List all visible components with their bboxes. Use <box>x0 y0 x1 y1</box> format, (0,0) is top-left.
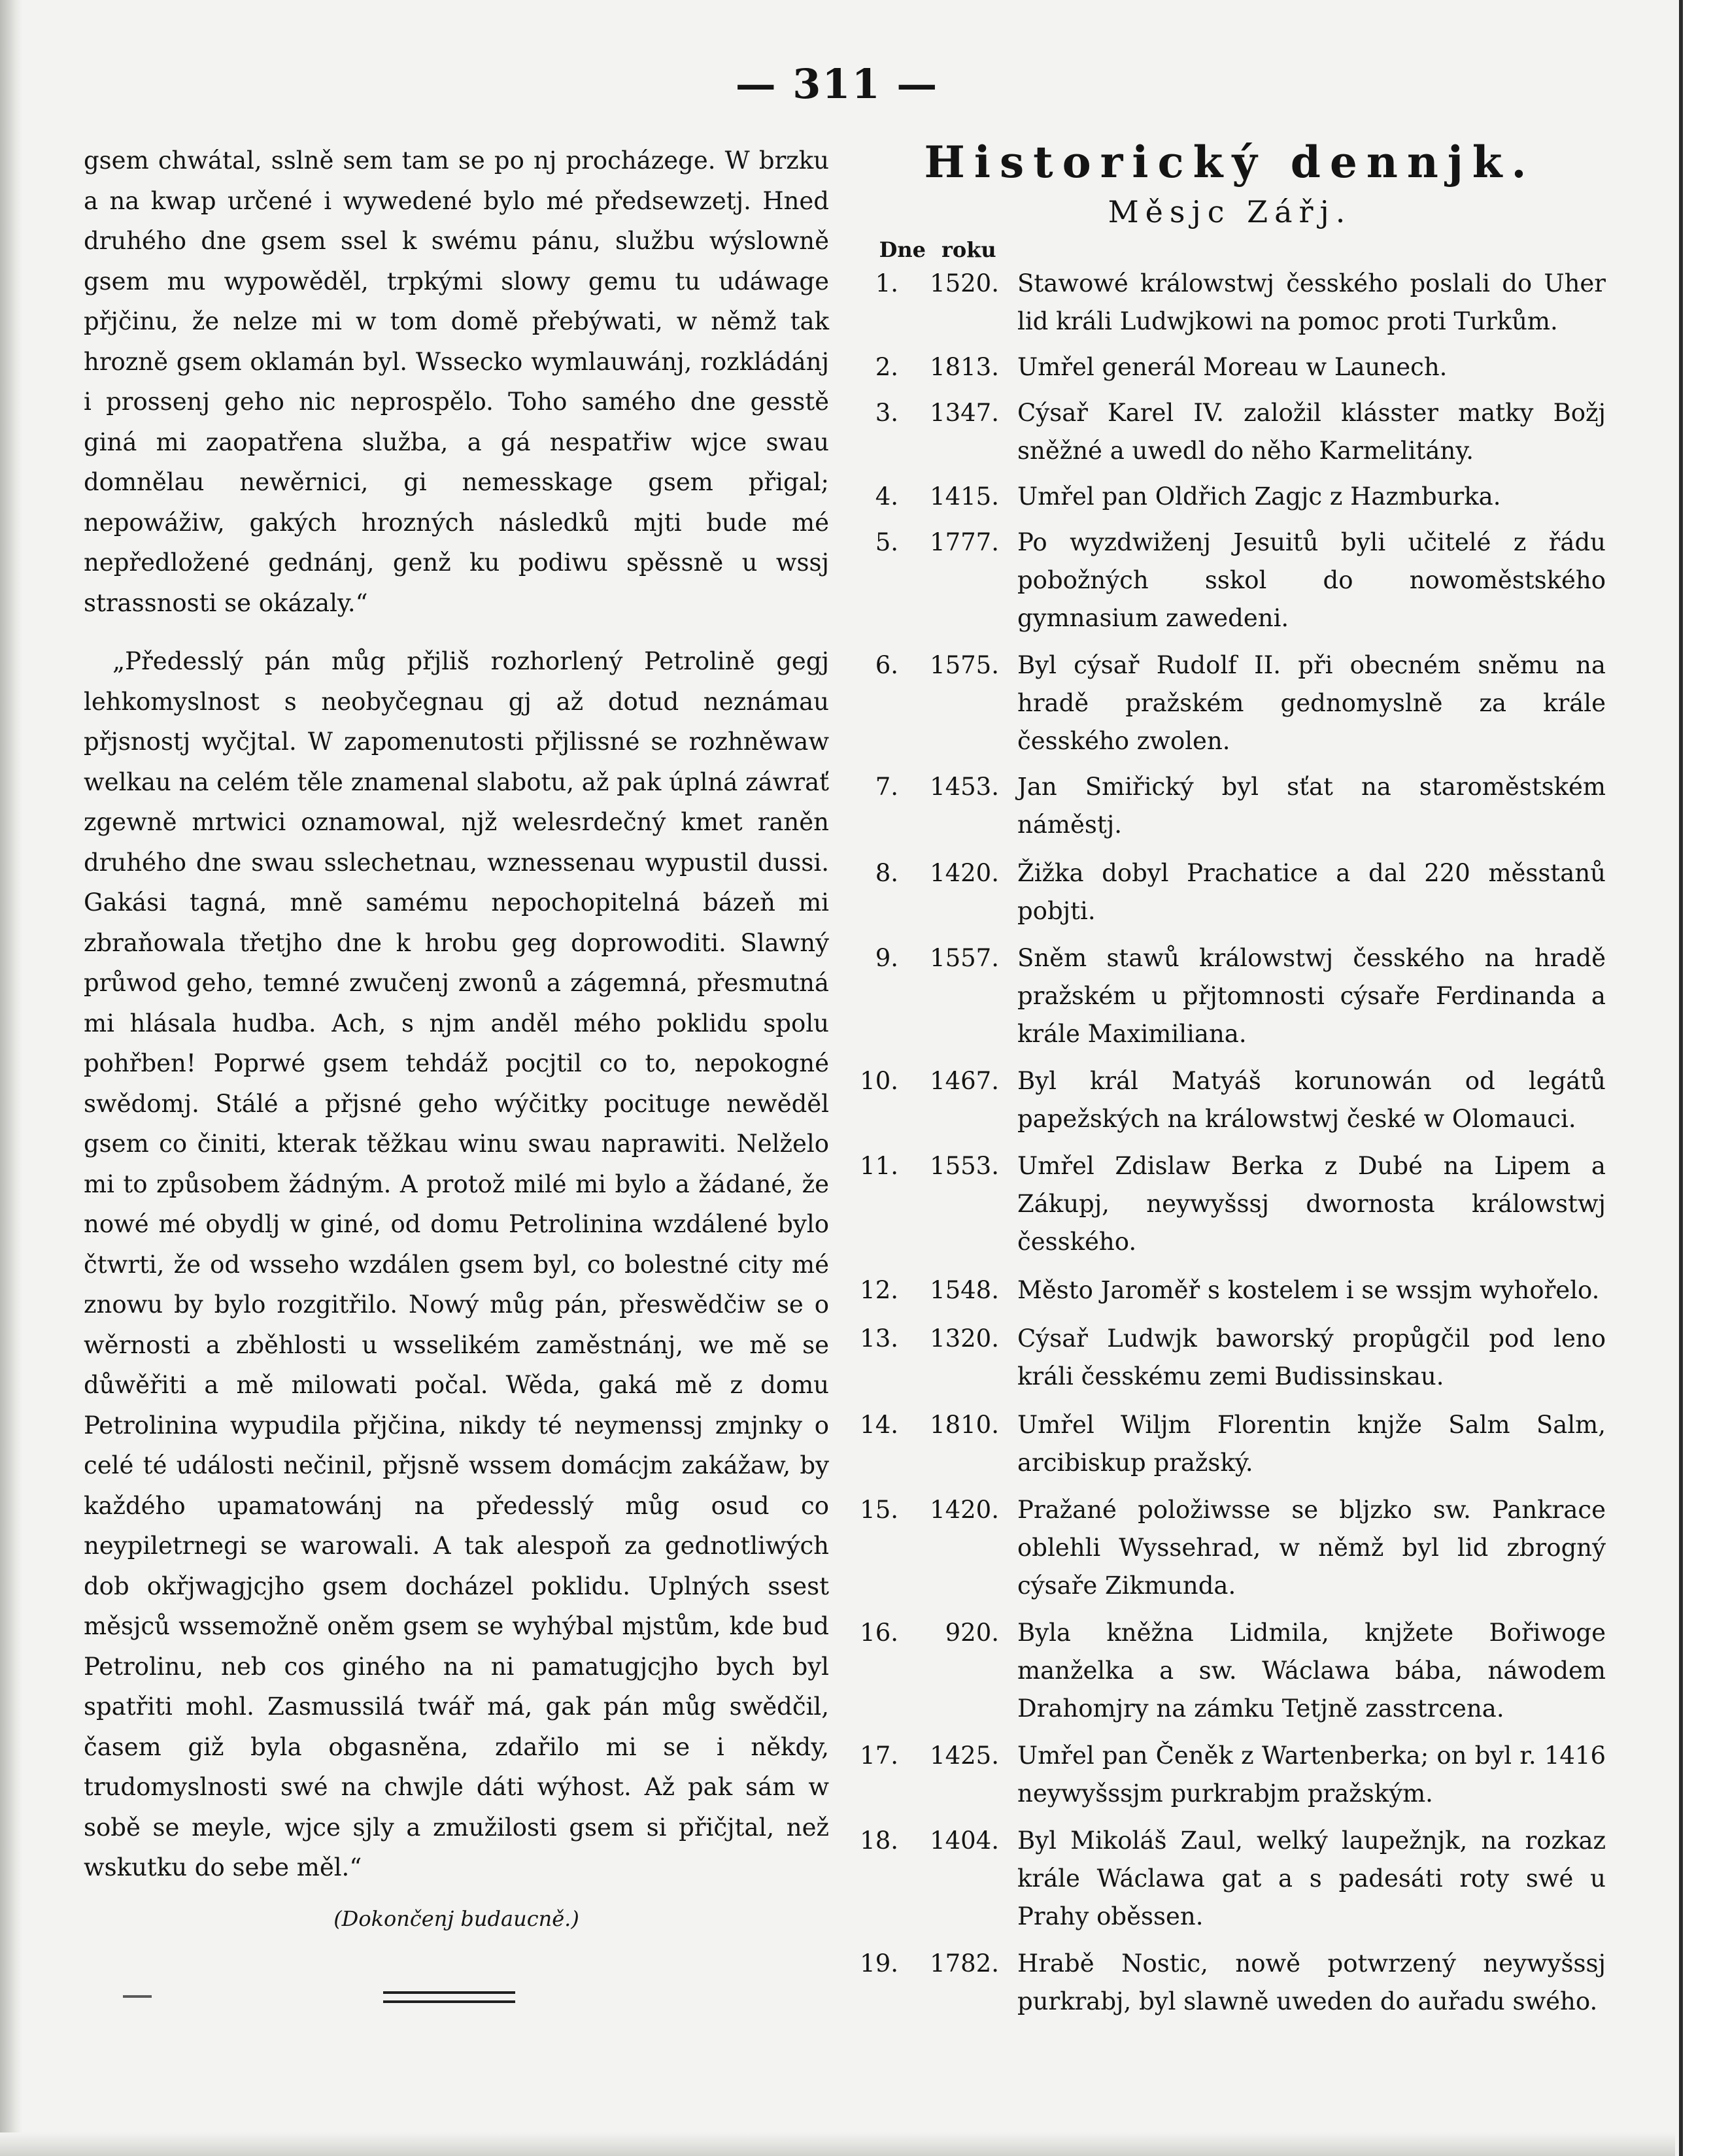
page-right-edge <box>1679 0 1713 2156</box>
entry-text: Žižka dobyl Prachatice a dal 220 měsstanů pobjti. <box>1017 859 1606 925</box>
entry-year: 1813. <box>930 353 999 381</box>
diary-entry <box>854 854 1606 930</box>
entry-text: Byl král Matyáš korunowán od legátů papežských na králowstwj české w Olomauci. <box>1017 1067 1606 1133</box>
entry-year: 1575. <box>930 651 999 679</box>
entry-day: 5. <box>875 528 898 556</box>
diary-entry <box>854 394 1606 470</box>
entry-year: 1415. <box>930 482 999 511</box>
diary-entry <box>854 1406 1606 1482</box>
entry-year: 1467. <box>930 1067 999 1095</box>
entry-year: 1553. <box>930 1152 999 1180</box>
entry-year: 1420. <box>930 1496 999 1524</box>
entry-year: 1425. <box>930 1742 999 1770</box>
entry-year: 1810. <box>930 1411 999 1439</box>
header-day: Dne <box>879 237 926 262</box>
diary-entry <box>854 1945 1606 2021</box>
entry-day: 17. <box>860 1742 898 1770</box>
section-subtitle: Měsjc Zářj. <box>1108 194 1352 229</box>
historical-diary-column <box>854 134 1606 2021</box>
entry-day: 3. <box>875 399 898 427</box>
entry-year: 1782. <box>930 1949 999 1978</box>
entry-text: Sněm stawů králowstwj česského na hradě pražském u přjtomnosti cýsaře Ferdinanda a krále Maximiliana. <box>1017 944 1606 1048</box>
entry-year: 1557. <box>930 944 999 972</box>
entry-year: 1520. <box>930 269 999 297</box>
diary-entry <box>854 478 1606 516</box>
diary-entry <box>854 348 1606 386</box>
diary-entry <box>854 647 1606 760</box>
entry-year: 1548. <box>930 1276 999 1304</box>
entry-text: Byla kněžna Lidmila, knjžete Bořiwoge manželka a sw. Wáclawa bába, náwodem Drahomjry na zámku Tetjně zasstrcena. <box>1017 1619 1606 1723</box>
entry-text: Pražané položiwsse se blјzko sw. Pankrace oblehli Wyssehrad, w němž byl lid zbrogný cýsaře Zikmunda. <box>1017 1496 1606 1600</box>
entry-text: Umřel Zdislaw Berka z Dubé na Lipem a Zákupj, neywyšssj dwornosta králowstwj česského. <box>1017 1152 1606 1256</box>
entry-text: Jan Smiřický byl sťat na staroměstském náměstj. <box>1017 773 1606 839</box>
entry-day: 8. <box>875 859 898 887</box>
page-number: — 311 — <box>735 60 939 108</box>
entry-text: Umřel pan Oldřich Zagjc z Hazmburka. <box>1017 482 1501 511</box>
entry-year: 1404. <box>930 1827 999 1855</box>
entry-year: 1347. <box>930 399 999 427</box>
entry-text: Umřel generál Moreau w Launech. <box>1017 353 1448 381</box>
entry-day: 1. <box>875 269 898 297</box>
diary-entry <box>854 1822 1606 1936</box>
entry-year: 1420. <box>930 859 999 887</box>
entry-text: Cýsař Ludwjk baworský propůgčil pod leno králi česskému zemi Budissinskau. <box>1017 1324 1606 1390</box>
section-title: Historický dennjk. <box>924 137 1536 188</box>
entry-year: 920. <box>945 1619 999 1647</box>
entry-text: Byl Mikoláš Zaul, welký laupežnjk, na rozkaz krále Wáclawa gat a s padesáti roty swé u Prahy oběssen. <box>1017 1827 1606 1930</box>
entry-day: 14. <box>860 1411 898 1439</box>
entry-day: 7. <box>875 773 898 801</box>
page-bottom-shadow <box>0 2132 1675 2156</box>
entry-year: 1453. <box>930 773 999 801</box>
diary-entry <box>854 1147 1606 1261</box>
diary-entry <box>854 265 1606 341</box>
diary-entry <box>854 1062 1606 1138</box>
entry-day: 12. <box>860 1276 898 1304</box>
diary-header-row <box>854 235 1606 265</box>
entry-day: 13. <box>860 1324 898 1353</box>
entry-day: 19. <box>860 1949 898 1978</box>
entry-text: Umřel pan Čeněk z Wartenberka; on byl r. 1416 neywyšssjm purkrabjm pražským. <box>1017 1742 1606 1808</box>
diary-entry <box>854 1272 1606 1309</box>
entry-day: 6. <box>875 651 898 679</box>
diary-entries-list <box>854 265 1606 2021</box>
double-rule-divider <box>383 1991 515 2003</box>
diary-entry <box>854 1737 1606 1813</box>
paragraph-main: „Předesslý pán můg přjliš rozhorlený Petrolině gegj lehkomyslnost s neobyčegnau gj až dotud neznámau přjsnostj wyčjtal. W zapomenutosti přjlissné se rozhněwaw welkau na celém těle znamenal slabotu, až pak úplná záwrať zgewně mrtwici oznamowal, njž welesrdečný kmet raněn druhého dne swau sslechetnau, wznessenau wypustil dussi. Gakási tagná, mně samému nepochopitelná bázeň mi zbraňowala třetjho dne k hrobu geg doprowoditi. Slawný průwod geho, temné zwučenj zwonů a zágemná, přesmutná mi hlásala hudba. Ach, s njm anděl mého poklidu spolu pohřben! Poprwé gsem tehdáž pocjtil co to, nepokogné swědomj. Stálé a přjsné geho wýčitky pocituge newěděl gsem co činiti, kterak těžkau winu swau naprawiti. Nelželo mi to způsobem žádným. A protož milé mi bylo a žádané, že nowé mé obydlj w giné, od domu Petrolinina wzdálené bylo čtwrti, že od wsseho wzdálen gsem byl, co bolestné city mé znowu by bylo rozgitřilo. Nowý můg pán, přeswědčiw se o wěrnosti a zběhlosti u wsselikém zaměstnánj, we mě se důwěřiti a mě milowati počal. Wěda, gaká mě z domu Petrolinina wypudila přjčina, nikdy té neymenssj zmjnky o celé té události nečinil, přjsně wssem domácjm zakážaw, by každého upamatowánj na předesslý můg osud co neypiletrnegi se warowali. A tak alespoň za gednotliwých dob okřjwagjcjho gsem docházel poklidu. Uplných ssest měsjců wssemožně oněm gsem se wyhýbal mjstům, kde bud Petrolinu, neb cos giného na ni pamatugjcjho bych byl spatřiti mohl. Zasmussilá twář má, gak pán můg swědčil, časem giž byla obgasněna, zdařilo mi se i někdy, trudomyslnosti swé na chwjle dáti wýhost. Až pak sám w sobě se meyle, wjce sjly a zmužilosti gsem si přičjtal, než wskutku do sebe měl.“ <box>84 647 829 1881</box>
entry-text: Umřel Wiljm Florentin knjže Salm Salm, arcibiskup pražský. <box>1017 1411 1606 1477</box>
entry-day: 16. <box>860 1619 898 1647</box>
entry-text: Po wyzdwiženj Jesuitů byli učitelé z řádu pobožných sskol do nowoměstského gymnasium zawedeni. <box>1017 528 1606 632</box>
left-column-text <box>84 141 829 1931</box>
entry-text: Město Jaroměř s kostelem i se wssjm wyhořelo. <box>1017 1276 1600 1304</box>
page-left-edge-shadow <box>0 0 22 2156</box>
stray-ink-mark <box>123 1995 152 1998</box>
diary-entry <box>854 768 1606 844</box>
entry-day: 18. <box>860 1827 898 1855</box>
entry-text: Cýsař Karel IV. založil klásster matky Božj sněžné a uwedl do něho Karmelitány. <box>1017 399 1606 465</box>
to-be-continued-note: (Dokončenj budaucně.) <box>333 1906 579 1931</box>
entry-text: Byl cýsař Rudolf II. při obecném sněmu na hradě pražském gednomyslně za krále česského zwolen. <box>1017 651 1606 755</box>
entry-day: 9. <box>875 944 898 972</box>
entry-year: 1320. <box>930 1324 999 1353</box>
diary-entry <box>854 1614 1606 1728</box>
entry-day: 2. <box>875 353 898 381</box>
entry-text: Stawowé králowstwj česského poslali do Uher lid králi Ludwjkowi na pomoc proti Turkům. <box>1017 269 1606 335</box>
entry-year: 1777. <box>930 528 999 556</box>
entry-text: Hrabě Nostic, nowě potwrzený neywyšssj purkrabj, byl slawně uweden do auřadu swého. <box>1017 1949 1606 2015</box>
diary-entry <box>854 939 1606 1053</box>
diary-entry <box>854 524 1606 637</box>
diary-entry <box>854 1491 1606 1605</box>
entry-day: 4. <box>875 482 898 511</box>
entry-day: 10. <box>860 1067 898 1095</box>
paragraph-continuation: gsem chwátal, sslně sem tam se po nj procházege. W brzku a na kwap určené i wywedené bylo mé předsewzetj. Hned druhého dne gsem ssel k swému pánu, službu wýslowně gsem mu wypowěděl, trpkými slowy gemu tu udáwage přjčinu, že nelze mi w tom domě přebýwati, w němž tak hrozně gsem oklamán byl. Wssecko wymlauwánj, rozkládánj i prossenj geho nic neprospělo. Toho samého dne gesstě giná mi zaopatřena služba, a gá nespatřiw wjce swau domnělau newěrnici, gi nemesskage gsem přigal; nepowážiw, gakých hrozných následků mjti bude mé nepředložené gednánj, genž ku podiwu spěssně u wssj strassnosti se okázaly.“ <box>84 146 829 617</box>
diary-entry <box>854 1320 1606 1396</box>
entry-day: 11. <box>860 1152 898 1180</box>
entry-day: 15. <box>860 1496 898 1524</box>
header-year: roku <box>941 237 996 262</box>
